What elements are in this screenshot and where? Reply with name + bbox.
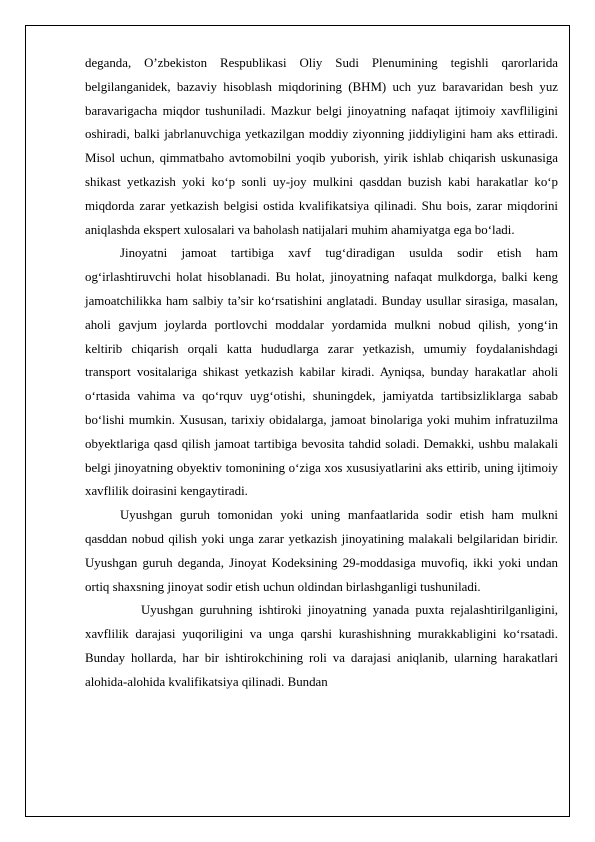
document-body — [85, 52, 558, 695]
paragraph-public-order: Jinoyatni jamoat tartibiga xavf tug‘diradigan usulda sodir etish ham og‘irlashtiruvchi holat hisoblanadi. Bu holat, jinoyatning nafaqat mulkdorga, balki keng jamoatchilikka ham salbiy ta’sir ko‘rsatishini anglatadi. Bunday usullar sirasiga, masalan, aholi gavjum joylarda portlovchi moddalar yordamida mulkni nobud qilish, yong‘in keltirib chiqarish orqali katta hududlarga zarar yetkazish, umumiy foydalanishdagi transport vositalariga shikast yetkazish kabilar kiradi. Ayniqsa, bunday harakatlar aholi o‘rtasida vahima va qo‘rquv uyg‘otishi, shuningdek, jamiyatda tartibsizliklarga sabab bo‘lishi mumkin. Xususan, tarixiy obidalarga, jamoat binolariga yoki muhim infratuzilma obyektlariga qasd qilish jamoat tartibiga bevosita tahdid soladi. Demakki, ushbu malakali belgi jinoyatning obyektiv tomonining o‘ziga xos xususiyatlarini aks ettirib, uning ijtimoiy xavflilik doirasini kengaytiradi. — [85, 246, 558, 499]
paragraph-group-participation: Uyushgan guruhning ishtiroki jinoyatning yanada puxta rejalashtirilganligini, xavflilik darajasi yuqoriligini va unga qarshi kurashishning murakkabligini ko‘rsatadi. Bunday hollarda, har bir ishtirokchining roli va darajasi aniqlanib, ularning harakatlari alohida-alohida kvalifikatsiya qilinadi. Bundan — [85, 603, 558, 689]
paragraph-organized-group: Uyushgan guruh tomonidan yoki uning manfaatlarida sodir etish ham mulkni qasddan nobud qilish yoki unga zarar yetkazish jinoyatining malakali belgilaridan biridir. Uyushgan guruh deganda, Jinoyat Kodeksining 29-moddasiga muvofiq, ikki yoki undan ortiq shaxsning jinoyat sodir etish uchun oldindan birlashganligi tushuniladi. — [85, 508, 558, 594]
paragraph-continuation: deganda, O’zbekiston Respublikasi Oliy Sudi Plenumining tegishli qarorlarida belgilanganidek, bazaviy hisoblash miqdorining (BHM) uch yuz baravaridan besh yuz baravarigacha miqdor tushuniladi. Mazkur belgi jinoyatning nafaqat ijtimoiy xavfliligini oshiradi, balki jabrlanuvchiga yetkazilgan moddiy ziyonning jiddiyligini ham aks ettiradi. Misol uchun, qimmatbaho avtomobilni yoqib yuborish, yirik ishlab chiqarish uskunasiga shikast yetkazish yoki ko‘p sonli uy-joy mulkini qasddan buzish kabi harakatlar ko‘p miqdorda zarar yetkazish belgisi ostida kvalifikatsiya qilinadi. Shu bois, zarar miqdorini aniqlashda ekspert xulosalari va baholash natijalari muhim ahamiyatga ega bo‘ladi. — [85, 56, 558, 237]
